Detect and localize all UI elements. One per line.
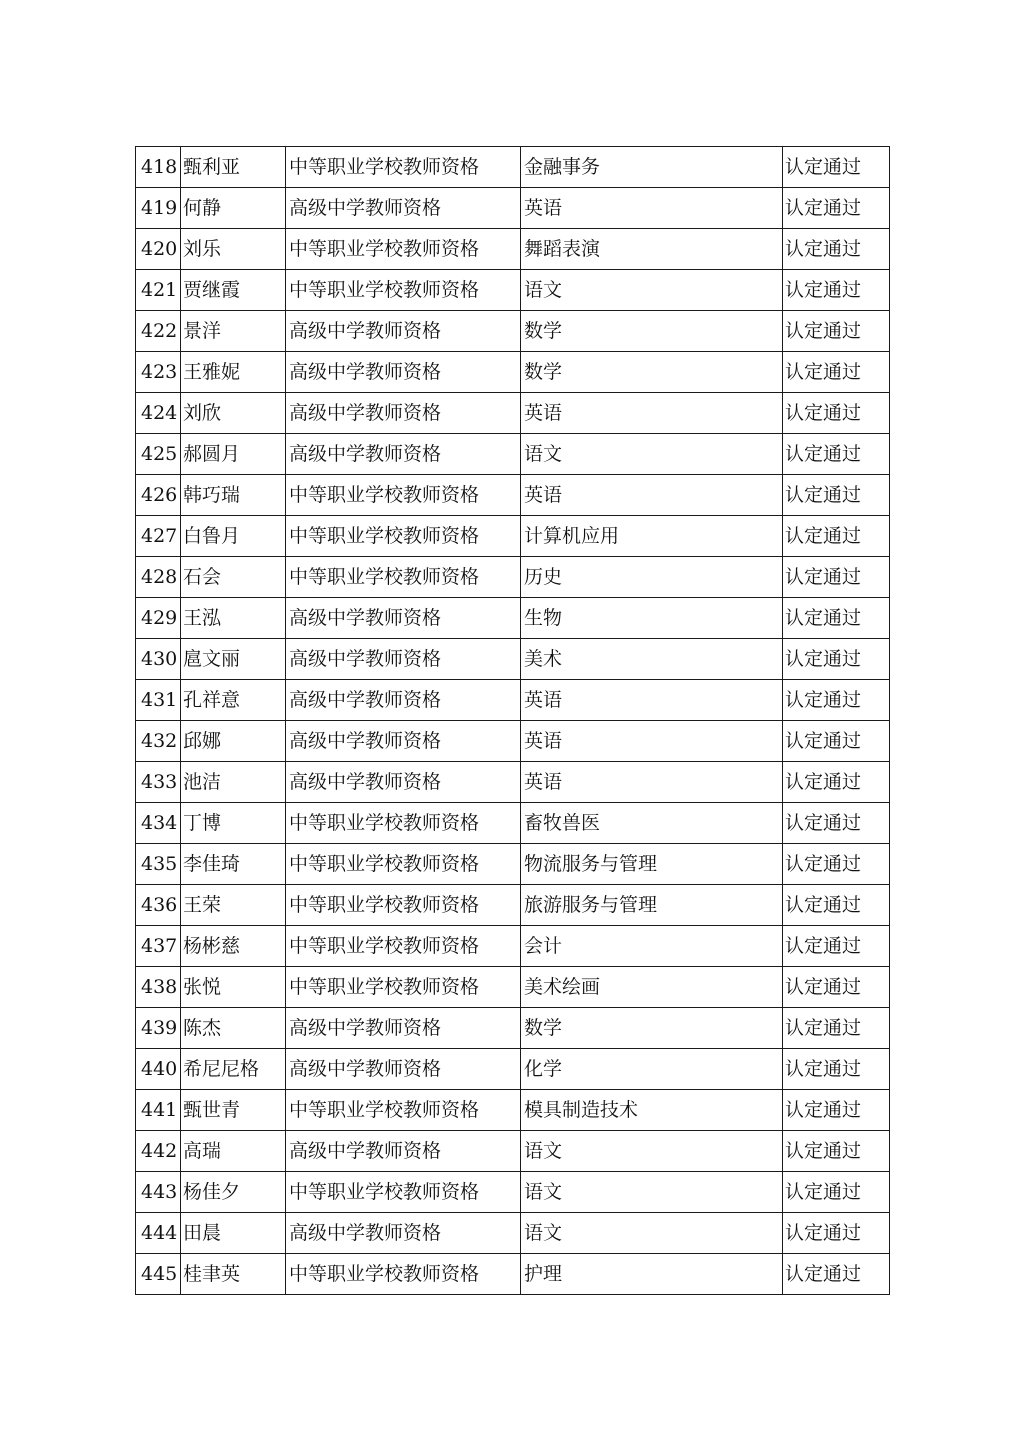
row-number: 425 — [136, 434, 181, 475]
applicant-name: 韩巧瑞 — [181, 475, 286, 516]
certification-result: 认定通过 — [783, 1090, 890, 1131]
subject: 畜牧兽医 — [521, 803, 783, 844]
row-number: 436 — [136, 885, 181, 926]
table-row — [136, 475, 890, 516]
certification-result: 认定通过 — [783, 1131, 890, 1172]
row-number: 421 — [136, 270, 181, 311]
certification-result: 认定通过 — [783, 1254, 890, 1295]
qualification-type: 高级中学教师资格 — [286, 188, 521, 229]
applicant-name: 高瑞 — [181, 1131, 286, 1172]
certification-result: 认定通过 — [783, 393, 890, 434]
qualification-type: 中等职业学校教师资格 — [286, 1090, 521, 1131]
applicant-name: 郝圆月 — [181, 434, 286, 475]
table-row — [136, 147, 890, 188]
certification-result: 认定通过 — [783, 1172, 890, 1213]
qualification-type: 中等职业学校教师资格 — [286, 147, 521, 188]
table-row — [136, 1172, 890, 1213]
qualification-type: 中等职业学校教师资格 — [286, 557, 521, 598]
applicant-name: 白鲁月 — [181, 516, 286, 557]
certification-result: 认定通过 — [783, 434, 890, 475]
qualification-type: 中等职业学校教师资格 — [286, 803, 521, 844]
table-row — [136, 639, 890, 680]
subject: 英语 — [521, 721, 783, 762]
row-number: 438 — [136, 967, 181, 1008]
applicant-name: 陈杰 — [181, 1008, 286, 1049]
qualification-type: 高级中学教师资格 — [286, 1131, 521, 1172]
applicant-name: 张悦 — [181, 967, 286, 1008]
qualification-type: 高级中学教师资格 — [286, 434, 521, 475]
qualification-type: 高级中学教师资格 — [286, 721, 521, 762]
certification-result: 认定通过 — [783, 1008, 890, 1049]
qualification-type: 中等职业学校教师资格 — [286, 270, 521, 311]
applicant-name: 希尼尼格 — [181, 1049, 286, 1090]
qualification-type: 高级中学教师资格 — [286, 393, 521, 434]
applicant-name: 邱娜 — [181, 721, 286, 762]
certification-result: 认定通过 — [783, 270, 890, 311]
row-number: 439 — [136, 1008, 181, 1049]
qualification-type: 中等职业学校教师资格 — [286, 926, 521, 967]
table-row — [136, 229, 890, 270]
certification-result: 认定通过 — [783, 1049, 890, 1090]
table-row — [136, 188, 890, 229]
row-number: 434 — [136, 803, 181, 844]
subject: 语文 — [521, 1172, 783, 1213]
certification-result: 认定通过 — [783, 352, 890, 393]
row-number: 426 — [136, 475, 181, 516]
row-number: 443 — [136, 1172, 181, 1213]
table-row — [136, 598, 890, 639]
certification-result: 认定通过 — [783, 967, 890, 1008]
applicant-name: 杨佳夕 — [181, 1172, 286, 1213]
subject: 化学 — [521, 1049, 783, 1090]
row-number: 432 — [136, 721, 181, 762]
row-number: 442 — [136, 1131, 181, 1172]
qualification-type: 高级中学教师资格 — [286, 311, 521, 352]
subject: 美术绘画 — [521, 967, 783, 1008]
qualification-type: 高级中学教师资格 — [286, 762, 521, 803]
subject: 舞蹈表演 — [521, 229, 783, 270]
qualification-type: 中等职业学校教师资格 — [286, 844, 521, 885]
qualification-type: 高级中学教师资格 — [286, 639, 521, 680]
row-number: 422 — [136, 311, 181, 352]
applicant-name: 贾继霞 — [181, 270, 286, 311]
table-row — [136, 393, 890, 434]
table-row — [136, 270, 890, 311]
certification-result: 认定通过 — [783, 721, 890, 762]
table-row — [136, 1254, 890, 1295]
qualification-type: 高级中学教师资格 — [286, 680, 521, 721]
row-number: 424 — [136, 393, 181, 434]
table-row — [136, 721, 890, 762]
row-number: 423 — [136, 352, 181, 393]
table-row — [136, 516, 890, 557]
subject: 英语 — [521, 393, 783, 434]
certification-result: 认定通过 — [783, 639, 890, 680]
qualification-type: 高级中学教师资格 — [286, 1008, 521, 1049]
applicant-name: 王泓 — [181, 598, 286, 639]
qualification-type: 中等职业学校教师资格 — [286, 967, 521, 1008]
row-number: 435 — [136, 844, 181, 885]
subject: 生物 — [521, 598, 783, 639]
table-row — [136, 1090, 890, 1131]
table-row — [136, 762, 890, 803]
subject: 英语 — [521, 680, 783, 721]
applicant-name: 扈文丽 — [181, 639, 286, 680]
applicant-name: 池洁 — [181, 762, 286, 803]
qualification-type: 中等职业学校教师资格 — [286, 885, 521, 926]
table-row — [136, 885, 890, 926]
certification-result: 认定通过 — [783, 680, 890, 721]
table-row — [136, 434, 890, 475]
applicant-name: 景洋 — [181, 311, 286, 352]
subject: 数学 — [521, 352, 783, 393]
row-number: 431 — [136, 680, 181, 721]
row-number: 429 — [136, 598, 181, 639]
qualification-type: 中等职业学校教师资格 — [286, 516, 521, 557]
subject: 物流服务与管理 — [521, 844, 783, 885]
subject: 英语 — [521, 762, 783, 803]
table-row — [136, 803, 890, 844]
qualification-type: 中等职业学校教师资格 — [286, 1172, 521, 1213]
row-number: 420 — [136, 229, 181, 270]
subject: 语文 — [521, 270, 783, 311]
certification-result: 认定通过 — [783, 147, 890, 188]
subject: 语文 — [521, 434, 783, 475]
applicant-name: 刘欣 — [181, 393, 286, 434]
certification-result: 认定通过 — [783, 557, 890, 598]
applicant-name: 李佳琦 — [181, 844, 286, 885]
certification-result: 认定通过 — [783, 229, 890, 270]
applicant-name: 丁博 — [181, 803, 286, 844]
certification-result: 认定通过 — [783, 188, 890, 229]
subject: 模具制造技术 — [521, 1090, 783, 1131]
certification-result: 认定通过 — [783, 598, 890, 639]
applicant-name: 杨彬慈 — [181, 926, 286, 967]
subject: 计算机应用 — [521, 516, 783, 557]
certification-result: 认定通过 — [783, 885, 890, 926]
subject: 旅游服务与管理 — [521, 885, 783, 926]
qualification-type: 中等职业学校教师资格 — [286, 1254, 521, 1295]
applicant-name: 王雅妮 — [181, 352, 286, 393]
qualification-type: 高级中学教师资格 — [286, 352, 521, 393]
table-row — [136, 1008, 890, 1049]
certification-result: 认定通过 — [783, 475, 890, 516]
row-number: 441 — [136, 1090, 181, 1131]
table-row — [136, 1131, 890, 1172]
row-number: 419 — [136, 188, 181, 229]
subject: 英语 — [521, 188, 783, 229]
table-row — [136, 1213, 890, 1254]
qualification-type: 高级中学教师资格 — [286, 598, 521, 639]
qualification-type: 中等职业学校教师资格 — [286, 475, 521, 516]
table-row — [136, 680, 890, 721]
table-row — [136, 926, 890, 967]
table-row — [136, 967, 890, 1008]
certification-result: 认定通过 — [783, 516, 890, 557]
applicant-name: 甄世青 — [181, 1090, 286, 1131]
row-number: 445 — [136, 1254, 181, 1295]
certification-result: 认定通过 — [783, 762, 890, 803]
row-number: 428 — [136, 557, 181, 598]
applicant-name: 甄利亚 — [181, 147, 286, 188]
applicant-name: 桂聿英 — [181, 1254, 286, 1295]
certification-table — [135, 146, 890, 1295]
qualification-type: 高级中学教师资格 — [286, 1049, 521, 1090]
subject: 语文 — [521, 1213, 783, 1254]
applicant-name: 田晨 — [181, 1213, 286, 1254]
applicant-name: 石会 — [181, 557, 286, 598]
subject: 语文 — [521, 1131, 783, 1172]
subject: 英语 — [521, 475, 783, 516]
subject: 金融事务 — [521, 147, 783, 188]
table-row — [136, 311, 890, 352]
table-row — [136, 557, 890, 598]
certification-result: 认定通过 — [783, 311, 890, 352]
row-number: 437 — [136, 926, 181, 967]
table-row — [136, 1049, 890, 1090]
qualification-type: 高级中学教师资格 — [286, 1213, 521, 1254]
subject: 数学 — [521, 311, 783, 352]
certification-result: 认定通过 — [783, 803, 890, 844]
applicant-name: 刘乐 — [181, 229, 286, 270]
subject: 数学 — [521, 1008, 783, 1049]
subject: 护理 — [521, 1254, 783, 1295]
row-number: 427 — [136, 516, 181, 557]
certification-result: 认定通过 — [783, 1213, 890, 1254]
applicant-name: 孔祥意 — [181, 680, 286, 721]
subject: 历史 — [521, 557, 783, 598]
qualification-type: 中等职业学校教师资格 — [286, 229, 521, 270]
table-row — [136, 352, 890, 393]
row-number: 444 — [136, 1213, 181, 1254]
table-body — [136, 147, 890, 1295]
certification-result: 认定通过 — [783, 926, 890, 967]
applicant-name: 王荣 — [181, 885, 286, 926]
row-number: 440 — [136, 1049, 181, 1090]
row-number: 433 — [136, 762, 181, 803]
applicant-name: 何静 — [181, 188, 286, 229]
table-row — [136, 844, 890, 885]
subject: 会计 — [521, 926, 783, 967]
row-number: 418 — [136, 147, 181, 188]
subject: 美术 — [521, 639, 783, 680]
certification-result: 认定通过 — [783, 844, 890, 885]
row-number: 430 — [136, 639, 181, 680]
